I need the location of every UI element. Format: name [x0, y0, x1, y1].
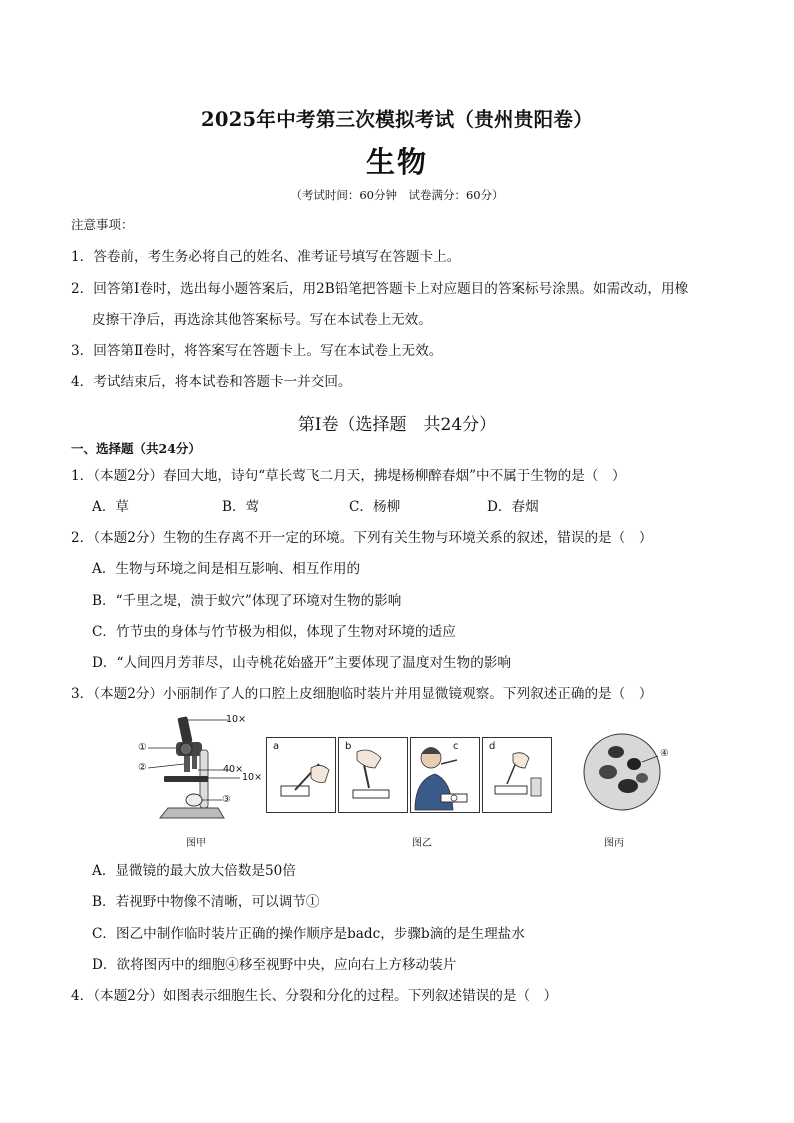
caption-bing: 图丙 [604, 838, 624, 849]
step-d-panel [482, 737, 552, 813]
notice-item: 皮擦干净后，再选涂其他答案标号。写在本试卷上无效。 [92, 312, 432, 328]
eyepiece-label: 10× [226, 714, 247, 725]
caption-yi: 图乙 [412, 838, 432, 849]
step-c-panel [410, 737, 480, 813]
step-label: a [273, 741, 280, 752]
question-stem: 1．（本题2分）春回大地，诗句“草长莺飞二月天，拂堤杨柳醉春烟”中不属于生物的是（ ） [71, 468, 626, 484]
marker-4: ④ [660, 748, 669, 759]
marker-3: ③ [222, 794, 231, 805]
option-c: C．竹节虫的身体与竹节极为相似，体现了生物对环境的适应 [92, 624, 456, 640]
marker-2: ② [138, 762, 147, 773]
section-title: 第Ⅰ卷（选择题 共24分） [297, 415, 497, 435]
step-a-panel [266, 737, 336, 813]
objective-high-label: 40× [223, 764, 244, 775]
step-label: c [453, 741, 459, 752]
option-b: B．莺 [222, 499, 260, 515]
notice-item: 3．回答第Ⅱ卷时，将答案写在答题卡上。写在本试卷上无效。 [71, 343, 443, 359]
question-stem: 2．（本题2分）生物的生存离不开一定的环境。下列有关生物与环境关系的叙述，错误的是（ ） [71, 530, 653, 546]
microscope-figure [130, 712, 670, 852]
option-a: A．显微镜的最大放大倍数是50倍 [92, 863, 296, 879]
exam-title: 2025年中考第三次模拟考试（贵州贵阳卷） [200, 108, 594, 131]
person-icon [411, 738, 479, 812]
question-stem: 4．（本题2分）如图表示细胞生长、分裂和分化的过程。下列叙述错误的是（ ） [71, 988, 558, 1004]
option-d: D．欲将图丙中的细胞④移至视野中央，应向右上方移动装片 [92, 957, 457, 973]
step-b-panel [338, 737, 408, 813]
option-d: D．春烟 [487, 499, 539, 515]
option-b: B．若视野中物像不清晰，可以调节① [92, 894, 320, 910]
notice-item: 4．考试结束后，将本试卷和答题卡一并交回。 [71, 374, 352, 390]
notice-item: 2．回答第Ⅰ卷时，选出每小题答案后，用2B铅笔把答题卡上对应题目的答案标号涂黑。如需改动，用橡 [71, 281, 689, 297]
part-heading: 一、选择题（共24分） [71, 441, 201, 456]
notice-heading: 注意事项： [71, 217, 134, 232]
option-c: C．杨柳 [349, 499, 401, 515]
question-stem: 3．（本题2分）小丽制作了人的口腔上皮细胞临时装片并用显微镜观察。下列叙述正确的是（ ） [71, 686, 653, 702]
field-of-view-icon [582, 728, 666, 812]
option-a: A．生物与环境之间是相互影响、相互作用的 [92, 561, 361, 577]
notice-item: 1．答卷前，考生务必将自己的姓名、准考证号填写在答题卡上。 [71, 249, 461, 265]
option-d: D．“人间四月芳菲尽，山寺桃花始盛开”主要体现了温度对生物的影响 [92, 655, 512, 671]
caption-jia: 图甲 [186, 838, 206, 849]
objective-low-label: 10× [242, 772, 263, 783]
option-b: B．“千里之堤，溃于蚁穴”体现了环境对生物的影响 [92, 593, 402, 609]
time-info: （考试时间：60分钟 试卷满分：60分） [290, 188, 504, 202]
marker-1: ① [138, 742, 147, 753]
step-label: d [489, 741, 496, 752]
subject-title: 生物 [365, 145, 428, 179]
option-a: A．草 [92, 499, 130, 515]
step-label: b [345, 741, 352, 752]
option-c: C．图乙中制作临时装片正确的操作顺序是badc，步骤b滴的是生理盐水 [92, 926, 525, 942]
